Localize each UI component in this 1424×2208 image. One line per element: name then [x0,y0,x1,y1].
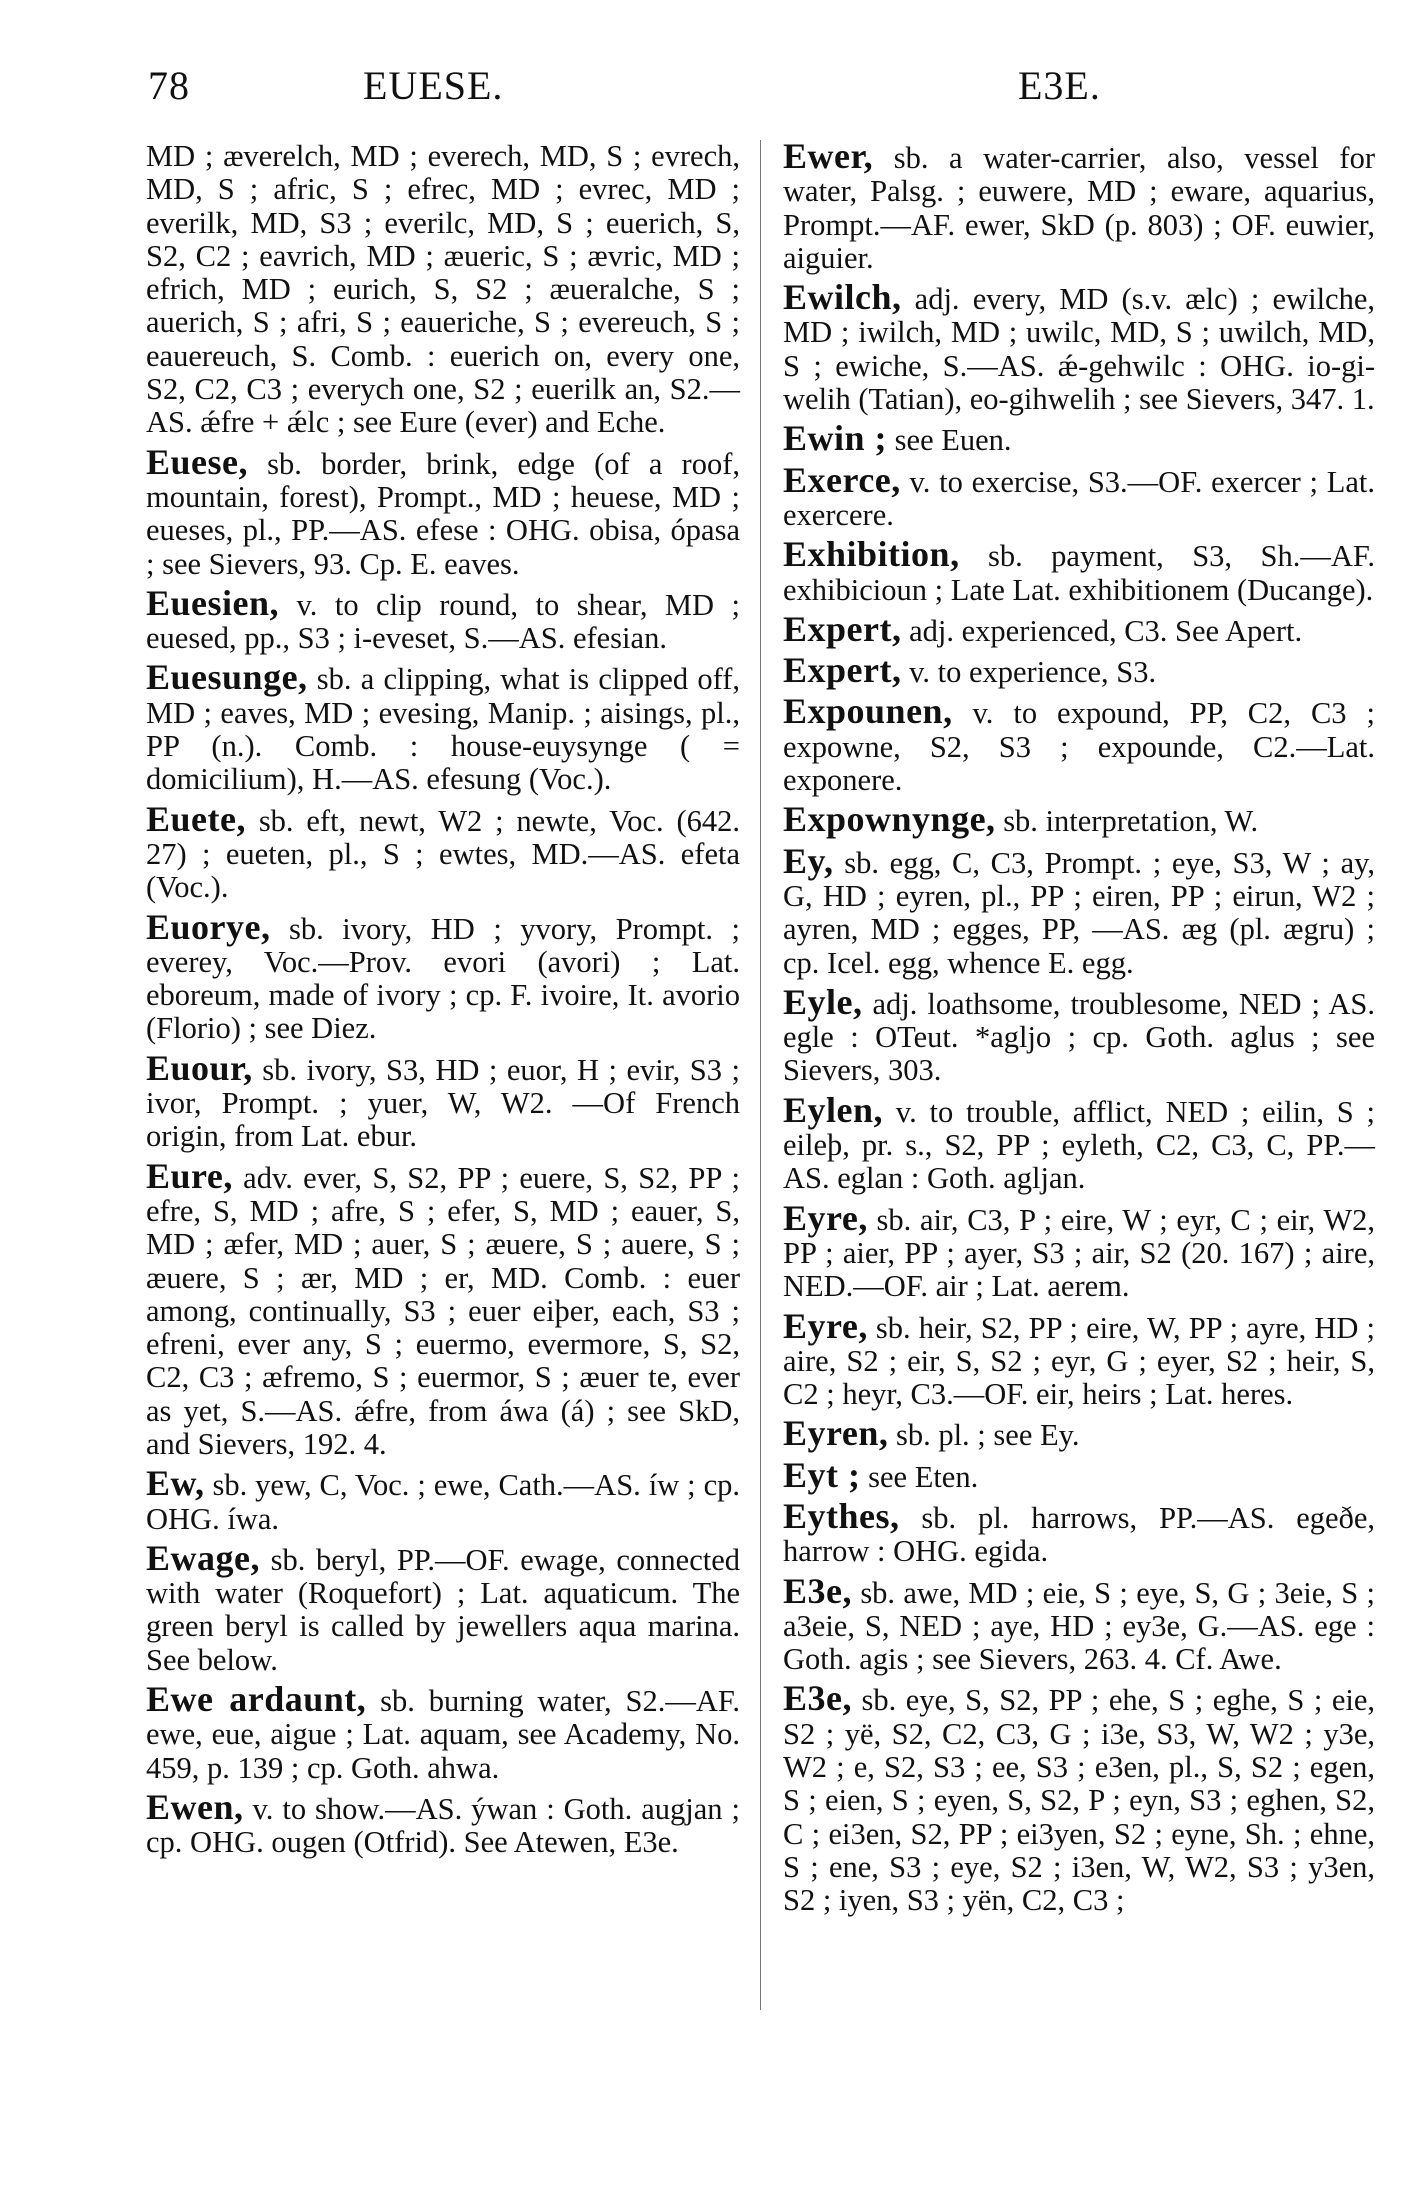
dictionary-entry [146,1463,740,1536]
entry-headword: Euete, [146,798,246,839]
dictionary-entry [783,1495,1375,1569]
dictionary-entry [783,136,1375,275]
entry-text: MD ; æverelch, MD ; everech, MD, S ; evrech, MD, S ; afric, S ; efrec, MD ; evrec, MD ; everilk, MD, S3 ; everilc, MD, S ; euerich, S, S2, C2 ; eavrich, MD ; æueric, S ; ævric, MD ; efrich, MD ; eurich, S, S2 ; æueralche, S ; auerich, S ; afri, S ; eaueriche, S ; evereuch, S ; eauereuch, S. Comb. : euerich on, every one, S2, C2, C3 ; everych one, S2 ; euerilk an, S2.—AS. ǽfre + ǽlc ; see Eure (ever) and Eche. [146,139,740,440]
dictionary-entry [783,799,1375,840]
entry-text: see Euen. [887,423,1012,458]
entry-headword: Euorye, [146,906,271,947]
dictionary-entry [783,1413,1375,1454]
dictionary-entry [783,1678,1375,1918]
entry-text: sb. pl. harrows, PP.—AS. egeðe, harrow : OHG. egida. [783,1500,1375,1569]
entry-headword: Expounen, [783,691,953,732]
entry-text: sb. egg, C, C3, Prompt. ; eye, S3, W ; ay, G, HD ; eyren, pl., PP ; eiren, PP ; eirun, W2 ; ayren, MD ; egges, PP, —AS. æg (pl. ægru) ; cp. Icel. egg, whence E. egg. [783,845,1375,980]
entry-headword: Ewin ; [783,418,888,459]
left-column [146,140,740,1866]
page-number: 78 [148,63,190,108]
entry-text: v. to exercise, S3.—OF. exercer ; Lat. exercere. [783,464,1375,532]
entry-headword: Eure, [146,1155,233,1196]
entry-headword: Eylen, [783,1089,884,1130]
entry-headword: Euesunge, [146,657,308,698]
entry-text: sb. eft, newt, W2 ; newte, Voc. (642. 27) ; eueten, pl., S ; ewtes, MD.—AS. efeta (Voc.). [146,803,740,905]
page-header [148,62,1348,122]
dictionary-entry [146,1679,740,1785]
entry-text: sb. payment, S3, Sh.—AF. exhibicioun ; Late Lat. exhibitionem (Ducange). [783,539,1375,607]
dictionary-entry [783,840,1375,980]
entry-headword: Exhibition, [783,534,960,575]
dictionary-entry [783,1305,1375,1412]
entry-text: v. to clip round, to shear, MD ; euesed, pp., S3 ; i-eveset, S.—AS. efesian. [146,587,740,656]
dictionary-entry [146,441,740,581]
dictionary-entry [783,1454,1375,1495]
entry-headword: Ey, [783,840,834,881]
right-column [783,136,1375,1924]
entry-headword: Euese, [146,441,248,482]
entry-headword: Exerce, [783,459,901,500]
entry-headword: Ew, [146,1463,205,1504]
dictionary-entry [783,608,1375,649]
entry-text: sb. ivory, S3, HD ; euor, H ; evir, S3 ; ivor, Prompt. ; yuer, W, W2. —Of French origin, from Lat. ebur. [146,1052,740,1154]
entry-text: sb. interpretation, W. [995,804,1259,839]
column-divider [760,140,761,2010]
dictionary-entry [783,981,1375,1088]
entry-text: sb. heir, S2, PP ; eire, W, PP ; ayre, HD ; aire, S2 ; eir, S, S2 ; eyr, G ; eyer, S2 ; heir, S, C2 ; heyr, C3.—OF. eir, heirs ; Lat. heres. [783,1310,1375,1412]
entry-text: v. to expound, PP, C2, C3 ; expowne, S2, S3 ; expounde, C2.—Lat. exponere. [783,696,1375,798]
entry-text: sb. burning water, S2.—AF. ewe, eue, aigue ; Lat. aquam, see Academy, No. 459, p. 139 ; cp. Goth. ahwa. [146,1684,740,1785]
entry-text: adj. experienced, C3. See Apert. [901,613,1303,648]
entry-headword: E3e, [783,1678,852,1719]
entry-text: see Eten. [860,1459,979,1494]
entry-text: v. to experience, S3. [901,655,1157,690]
entry-text: sb. beryl, PP.—OF. ewage, connected with water (Roquefort) ; Lat. aquaticum. The green beryl is called by jewellers aqua marina. See below. [146,1542,740,1677]
dictionary-entry [146,140,740,440]
entry-headword: Ewilch, [783,277,902,318]
entry-headword: Eyre, [783,1305,868,1346]
entry-text: sb. yew, C, Voc. ; ewe, Cath.—AS. íw ; cp. OHG. íwa. [146,1468,740,1536]
entry-headword: Eyre, [783,1197,868,1238]
entry-text: sb. air, C3, P ; eire, W ; eyr, C ; eir, W2, PP ; aier, PP ; ayer, S3 ; air, S2 (20. 167) ; aire, NED.—OF. air ; Lat. aerem. [783,1202,1375,1304]
entry-headword: Eyren, [783,1413,889,1454]
dictionary-entry [146,1537,740,1677]
entry-text: adv. ever, S, S2, PP ; euere, S, S2, PP ; efre, S, MD ; afre, S ; efer, S, MD ; eauer, S, MD ; æfer, MD ; auer, S ; æuere, S ; auere, S ; æuere, S ; ær, MD ; er, MD. Comb. : euer among, continually, S3 ; euer eiþer, each, S3 ; efreni, ever any, S ; euermo, evermore, S, S2, C2, C3 ; æfremo, S ; euermor, S ; æuer te, ever as yet, S.—AS. ǽfre, from áwa (á) ; see SkD, and Sievers, 192. 4. [146,1160,740,1461]
entry-headword: Ewer, [783,136,874,176]
dictionary-entry [146,582,740,656]
entry-text: sb. eye, S, S2, PP ; ehe, S ; eghe, S ; eie, S2 ; yë, S2, C2, C3, G ; i3e, S3, W, W2 ; y3e, W2 ; e, S2, S3 ; ee, S3 ; e3en, pl., S, S2 ; egen, S ; eien, S ; eyen, S, S2, P ; eyn, S3 ; eghen, S2, C ; ei3en, S2, PP ; ei3yen, S2 ; eyne, Sh. ; ehne, S ; ene, S3 ; eye, S2 ; i3en, W, W2, S3 ; y3en, S2 ; iyen, S3 ; yën, C2, C3 ; [783,1683,1375,1918]
dictionary-entry [783,691,1375,798]
dictionary-entry [146,657,740,797]
dictionary-entry [783,418,1375,459]
entry-headword: Euour, [146,1047,253,1088]
entry-headword: Eythes, [783,1495,900,1536]
entry-text: sb. awe, MD ; eie, S ; eye, S, G ; 3eie, S ; a3eie, S, NED ; aye, HD ; ey3e, G.—AS. ege : Goth. agis ; see Sievers, 263. 4. Cf. Awe. [783,1575,1375,1677]
dictionary-entry [783,459,1375,533]
dictionary-entry [146,798,740,905]
entry-headword: Ewage, [146,1537,260,1578]
entry-text: sb. ivory, HD ; yvory, Prompt. ; everey, Voc.—Prov. evori (avori) ; Lat. eboreum, made of ivory ; cp. F. ivoire, It. avorio (Florio) ; see Diez. [146,911,740,1046]
dictionary-entry [783,277,1375,417]
entry-text: v. to show.—AS. ýwan : Goth. augjan ; cp. OHG. ougen (Otfrid). See Atewen, E3e. [146,1791,740,1860]
entry-headword: Eyle, [783,981,863,1022]
left-guide-word: EUESE. [363,63,504,108]
dictionary-entry [783,1570,1375,1677]
entry-headword: E3e, [783,1570,852,1611]
entry-headword: Expert, [783,608,902,649]
entry-headword: Eyt ; [783,1454,861,1495]
entry-text: sb. a clipping, what is clipped off, MD ; eaves, MD ; evesing, Manip. ; aisings, pl., PP (n.). Comb. : house-euysynge ( = domicilium), H.—AS. efesung (Voc.). [146,662,740,797]
dictionary-entry [146,1786,740,1860]
entry-text: v. to trouble, afflict, NED ; eilin, S ; eileþ, pr. s., S2, PP ; eyleth, C2, C3, C, PP.—AS. eglan : Goth. agljan. [783,1094,1375,1196]
entry-headword: Euesien, [146,582,280,623]
entry-text: sb. border, brink, edge (of a roof, mountain, forest), Prompt., MD ; heuese, MD ; eueses, pl., PP.—AS. efese : OHG. obisa, ópasa ; see Sievers, 93. Cp. E. eaves. [146,446,740,581]
entry-headword: Ewen, [146,1786,244,1827]
dictionary-entry [783,1089,1375,1196]
dictionary-entry [146,1047,740,1154]
dictionary-entry [783,650,1375,691]
entry-text: adj. every, MD (s.v. ælc) ; ewilche, MD ; iwilch, MD ; uwilc, MD, S ; uwilch, MD, S ; ewiche, S.—AS. ǽ-gehwilc : OHG. io-gi-welih (Tatian), eo-gihwelih ; see Sievers, 347. 1. [783,282,1375,417]
dictionary-entry [783,1197,1375,1304]
dictionary-entry [146,906,740,1046]
entry-headword: Ewe ardaunt, [146,1679,367,1720]
entry-headword: Expownynge, [783,799,996,840]
right-guide-word: E3E. [1018,63,1101,108]
entry-text: adj. loathsome, troublesome, NED ; AS. egle : OTeut. *agljo ; cp. Goth. aglus ; see Sievers, 303. [783,986,1375,1088]
entry-text: sb. a water-carrier, also, vessel for water, Palsg. ; euwere, MD ; eware, aquarius, Prompt.—AF. ewer, SkD (p. 803) ; OF. euwier, aiguier. [783,141,1375,275]
entry-text: sb. pl. ; see Ey. [888,1418,1080,1453]
dictionary-entry [783,534,1375,607]
dictionary-entry [146,1155,740,1462]
entry-headword: Expert, [783,650,902,691]
